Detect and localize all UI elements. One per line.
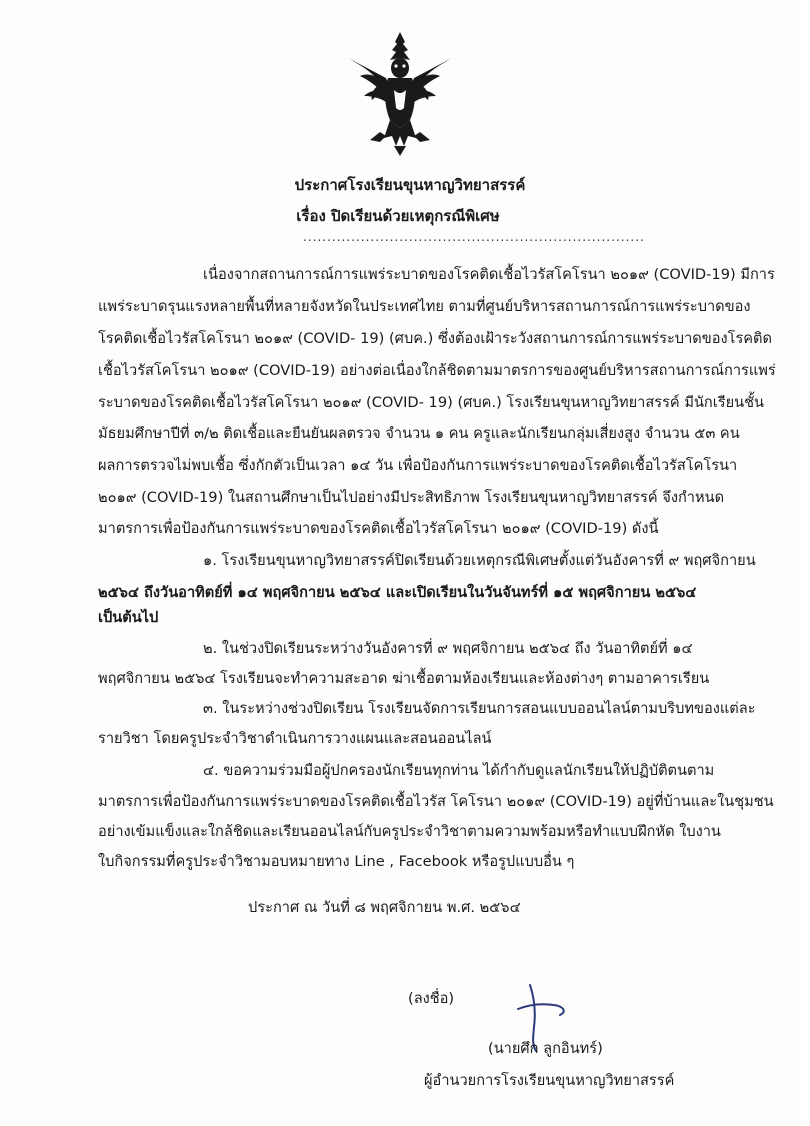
- item1-line-2: ๒๕๖๔ ถึงวันอาทิตย์ที่ ๑๔ พฤศจิกายน ๒๕๖๔ และเปิดเรียนในวันจันทร์ที่ ๑๕ พฤศจิกายน ๒๕๖๔: [98, 584, 697, 601]
- item1-line-1: ๑. โรงเรียนขุนหาญวิทยาสรรค์ปิดเรียนด้วยเหตุกรณีพิเศษตั้งแต่วันอังคารที่ ๙ พฤศจิกายน: [203, 552, 756, 569]
- item4-line-1: ๔. ขอความร่วมมือผู้ปกครองนักเรียนทุกท่าน ได้กำกับดูแลนักเรียนให้ปฏิบัติตนตาม: [203, 762, 715, 779]
- item4-line-4: ใบกิจกรรมที่ครูประจำวิชามอบหมายทาง Line , Facebook หรือรูปแบบอื่น ๆ: [98, 853, 575, 870]
- item3-line-1: ๓. ในระหว่างช่วงปิดเรียน โรงเรียนจัดการเรียนการสอนแบบออนไลน์ตามบริบทของแต่ละ: [203, 700, 756, 717]
- intro-line-2: แพร่ระบาดรุนแรงหลายพื้นที่หลายจังหวัดในประเทศไทย ตามที่ศูนย์บริหารสถานการณ์การแพร่ระบาดของ: [98, 298, 751, 315]
- signer-position: ผู้อำนวยการโรงเรียนขุนหาญวิทยาสรรค์: [424, 1072, 675, 1089]
- item2-line-1: ๒. ในช่วงปิดเรียนระหว่างวันอังคารที่ ๙ พฤศจิกายน ๒๕๖๔ ถึง วันอาทิตย์ที่ ๑๔: [203, 640, 693, 657]
- intro-line-1: เนื่องจากสถานการณ์การแพร่ระบาดของโรคติดเชื้อไวรัสโคโรนา ๒๐๑๙ (COVID-19) มีการ: [203, 266, 775, 283]
- intro-line-4: เชื้อไวรัสโคโรนา ๒๐๑๙ (COVID-19) อย่างต่อเนื่องใกล้ชิดตามมาตรการของศูนย์บริหารสถานการณ์การแพร่: [98, 362, 776, 379]
- announcement-subject: เรื่อง ปิดเรียนด้วยเหตุกรณีพิเศษ: [296, 207, 500, 225]
- intro-line-3: โรคติดเชื้อไวรัสโคโรนา ๒๐๑๙ (COVID- 19) (ศบค.) ซึ่งต้องเฝ้าระวังสถานการณ์การแพร่ระบาดของโรคติด: [98, 330, 772, 347]
- garuda-emblem-icon: [340, 28, 460, 158]
- item4-line-3: อย่างเข้มแข็งและใกล้ชิดและเรียนออนไลน์กับครูประจำวิชาตามความพร้อมหรือทำแบบฝึกหัด ใบงาน: [98, 823, 721, 840]
- item1-line-3: เป็นต้นไป: [98, 609, 159, 626]
- intro-line-6: มัธยมศึกษาปีที่ ๓/๒ ติดเชื้อและยืนยันผลตรวจ จำนวน ๑ คน ครูและนักเรียนกลุ่มเสี่ยงสูง จำนวน ๕๓ คน: [98, 425, 740, 442]
- item4-line-2: มาตรการเพื่อป้องกันการแพร่ระบาดของโรคติดเชื้อไวรัส โคโรนา ๒๐๑๙ (COVID-19) อยู่ที่บ้านและในชุมชน: [98, 793, 774, 810]
- intro-line-5: ระบาดของโรคติดเชื้อไวรัสโคโรนา ๒๐๑๙ (COVID- 19) (ศบค.) โรงเรียนขุนหาญวิทยาสรรค์ มีนักเรียนชั้น: [98, 394, 764, 411]
- intro-line-7: ผลการตรวจไม่พบเชื้อ ซึ่งกักตัวเป็นเวลา ๑๔ วัน เพื่อป้องกันการแพร่ระบาดของโรคติดเชื้อไวรัสโคโรนา: [98, 457, 738, 474]
- item2-line-2: พฤศจิกายน ๒๕๖๔ โรงเรียนจะทำความสะอาด ฆ่าเชื้อตามห้องเรียนและห้องต่างๆ ตามอาคารเรียน: [98, 670, 710, 687]
- intro-line-9: มาตรการเพื่อป้องกันการแพร่ระบาดของโรคติดเชื้อไวรัสโคโรนา ๒๐๑๙ (COVID-19) ดังนี้: [98, 520, 659, 537]
- intro-line-8: ๒๐๑๙ (COVID-19) ในสถานศึกษาเป็นไปอย่างมีประสิทธิภาพ โรงเรียนขุนหาญวิทยาสรรค์ จึงกำหนด: [98, 489, 725, 506]
- signer-name: (นายศึก ลูกอินทร์): [488, 1040, 603, 1057]
- signature-label: (ลงชื่อ): [408, 990, 455, 1007]
- announcement-date: ประกาศ ณ วันที่ ๘ พฤศจิกายน พ.ศ. ๒๕๖๔: [248, 899, 521, 916]
- separator-dots: .......................................................................: [303, 230, 645, 244]
- item3-line-2: รายวิชา โดยครูประจำวิชาดำเนินการวางแผนและสอนออนไลน์: [98, 730, 492, 747]
- announcement-title: ประกาศโรงเรียนขุนหาญวิทยาสรรค์: [294, 176, 526, 194]
